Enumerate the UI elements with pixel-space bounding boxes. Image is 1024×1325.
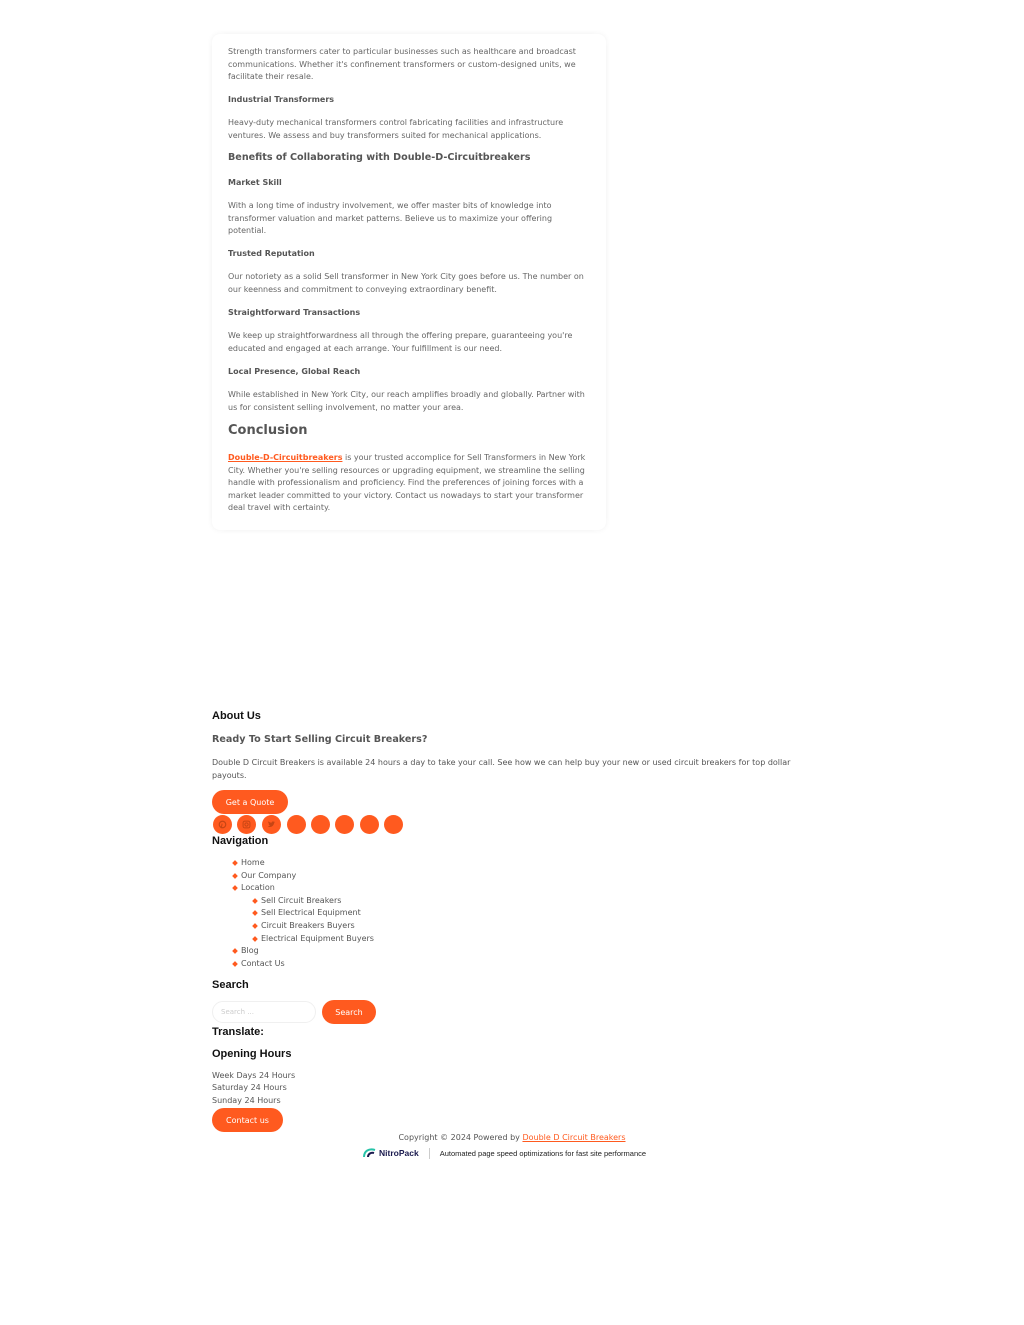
nitropack-badge[interactable] [362, 1146, 646, 1160]
youtube-icon[interactable] [335, 815, 354, 834]
twitter-icon[interactable] [262, 815, 281, 834]
nav-item-home[interactable]: Home [232, 857, 374, 870]
nav-subitem-circuit-breakers-buyers[interactable]: Circuit Breakers Buyers [252, 920, 374, 933]
conclusion-paragraph [228, 452, 590, 515]
copyright-text: Copyright © 2024 Powered by [398, 1133, 523, 1142]
conclusion-text: is your trusted accomplice for Sell Transformers in New York City. Whether you're selling resources or upgrading equipment, we streamline the selling handle with professionalism and proficiency. Find the preferences of joining forces with a market leader committed to your victory. Contact us nowadays to start your transformer deal travel with certainty. [228, 453, 586, 513]
market-heading: Market Skill [228, 178, 282, 187]
about-subtitle: Ready To Start Selling Circuit Breakers? [212, 734, 428, 745]
benefits-heading: Benefits of Collaborating with Double-D-Circuitbreakers [228, 152, 531, 163]
twitter-glyph [267, 820, 276, 829]
hours-saturday: Saturday 24 Hours [212, 1083, 287, 1092]
pinterest-glyph [218, 820, 227, 829]
get-a-quote-button[interactable]: Get a Quote [212, 790, 288, 814]
nav-item-contact-us[interactable]: Contact Us [232, 958, 374, 971]
pinterest-icon[interactable] [213, 815, 232, 834]
conclusion-heading: Conclusion [228, 423, 308, 438]
local-paragraph: While established in New York City, our reach amplifies broadly and globally. Partner with us for consistent selling involvement, no matter your area. [228, 390, 585, 412]
contact-us-button[interactable]: Contact us [212, 1108, 283, 1132]
search-title: Search [212, 979, 249, 991]
search-button[interactable]: Search [322, 1000, 376, 1024]
about-text: Double D Circuit Breakers is available 24 hours a day to take your call. See how we can help buy your new or used circuit breakers for top dollar payouts. [212, 758, 791, 780]
about-title: About Us [212, 710, 261, 722]
nitropack-brand: NitroPack [379, 1148, 419, 1158]
navigation-title: Navigation [212, 835, 269, 847]
copyright [0, 1133, 1024, 1142]
industrial-paragraph: Heavy-duty mechanical transformers control fabricating facilities and infrastructure ventures. We assess and buy transformers suited for mechanical applications. [228, 118, 564, 140]
conclusion-link[interactable]: Double-D-Circuitbreakers [228, 453, 343, 462]
tiktok-icon[interactable] [384, 815, 403, 834]
nitropack-divider [429, 1148, 430, 1159]
nav-subitem-sell-electrical-equipment[interactable]: Sell Electrical Equipment [252, 907, 374, 920]
hours-sunday: Sunday 24 Hours [212, 1096, 281, 1105]
straightforward-paragraph: We keep up straightforwardness all through the offering prepare, guaranteeing you're educated and engaged at each arrange. Your fulfillment is our need. [228, 331, 573, 353]
nav-subitem-sell-circuit-breakers[interactable]: Sell Circuit Breakers [252, 895, 374, 908]
instagram-icon[interactable] [237, 815, 256, 834]
nav-item-location[interactable]: Location [232, 882, 374, 895]
trusted-heading: Trusted Reputation [228, 249, 315, 258]
trusted-paragraph: Our notoriety as a solid Sell transformer in New York City goes before us. The number on our keenness and commitment to conveying extraordinary benefit. [228, 272, 584, 294]
powered-by-link[interactable]: Double D Circuit Breakers [522, 1133, 626, 1142]
yelp-icon[interactable] [360, 815, 379, 834]
local-heading: Local Presence, Global Reach [228, 367, 361, 376]
opening-hours-title: Opening Hours [212, 1048, 292, 1060]
nav-item-blog[interactable]: Blog [232, 945, 374, 958]
nav-subitem-electrical-equipment-buyers[interactable]: Electrical Equipment Buyers [252, 933, 374, 946]
nitropack-logo-icon [362, 1147, 378, 1159]
industrial-heading: Industrial Transformers [228, 95, 335, 104]
nav-item-our-company[interactable]: Our Company [232, 870, 374, 883]
hours-weekdays: Week Days 24 Hours [212, 1071, 296, 1080]
instagram-glyph [242, 820, 251, 829]
facebook-icon[interactable] [287, 815, 306, 834]
intro-paragraph: Strength transformers cater to particular businesses such as healthcare and broadcast communications. Whether it's confinement transformers or custom-designed units, we facilitate their resale. [228, 47, 576, 82]
linkedin-icon[interactable] [311, 815, 330, 834]
straightforward-heading: Straightforward Transactions [228, 308, 361, 317]
translate-title: Translate: [212, 1026, 264, 1038]
nitropack-text: Automated page speed optimizations for fast site performance [439, 1148, 647, 1158]
market-paragraph: With a long time of industry involvement, we offer master bits of knowledge into transformer valuation and market patterns. Believe us to maximize your offering potential. [228, 201, 553, 236]
search-input[interactable]: Search ... [212, 1001, 316, 1023]
navigation-menu [232, 857, 374, 970]
